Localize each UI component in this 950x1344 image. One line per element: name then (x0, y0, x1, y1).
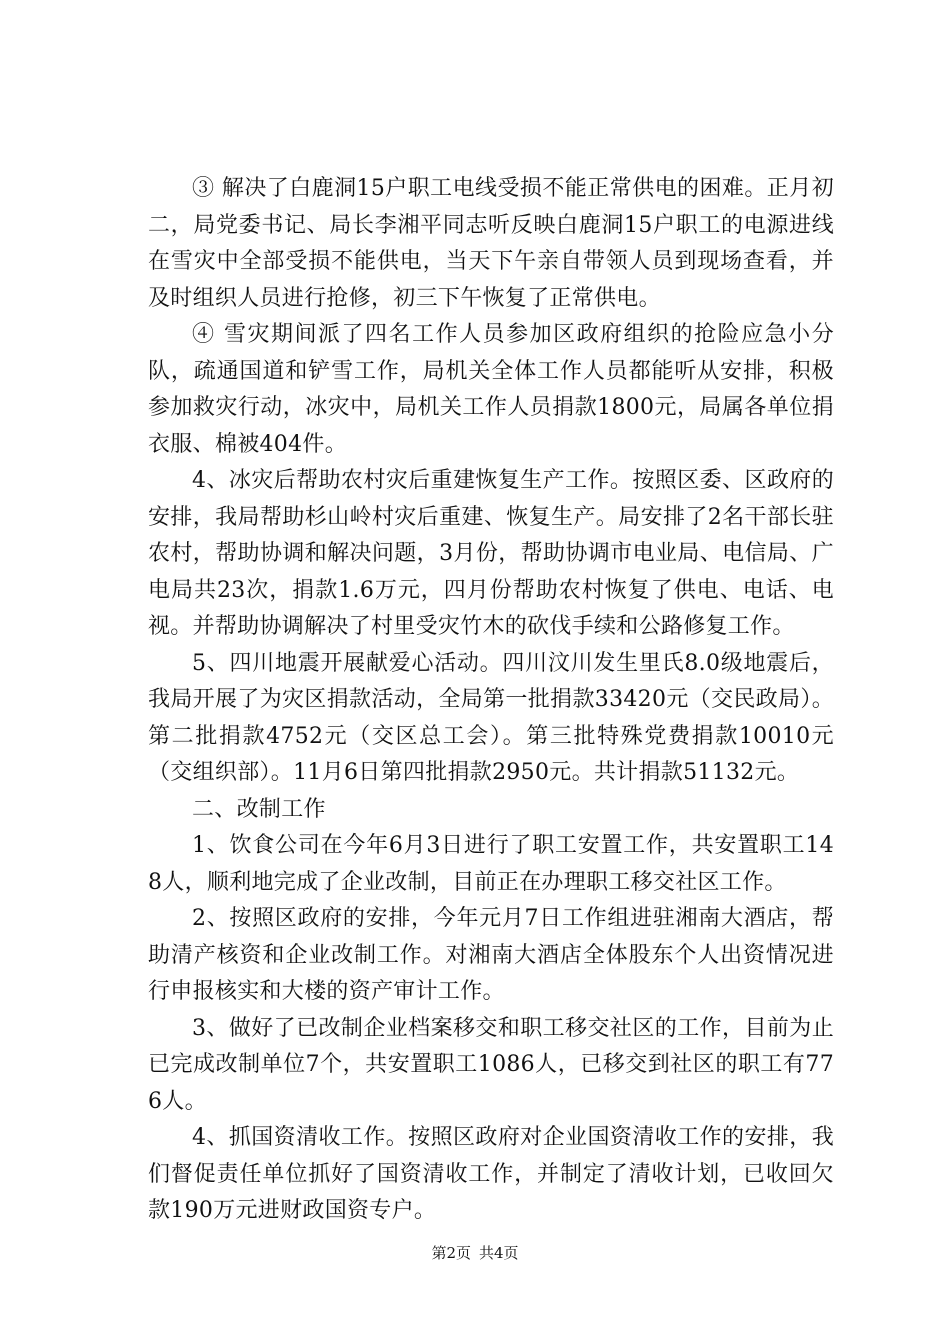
paragraph-archive-transfer: 3、做好了已改制企业档案移交和职工移交社区的工作，目前为止已完成改制单位7个，共安置职工1086人，已移交到社区的职工有776人。 (148, 1015, 834, 1114)
paragraph-emergency-team: ④ 雪灾期间派了四名工作人员参加区政府组织的抢险应急小分队，疏通国道和铲雪工作，局机关全体工作人员都能听从安排，积极参加救灾行动，冰灾中，局机关工作人员捐款1800元，局属各单位捐衣服、棉被404件。 (148, 322, 834, 457)
page-total: 共4页 (479, 1244, 519, 1262)
paragraph-power-repair: ③ 解决了白鹿洞15户职工电线受损不能正常供电的困难。正月初二，局党委书记、局长李湘平同志听反映白鹿洞15户职工的电源进线在雪灾中全部受损不能供电，当天下午亲自带领人员到现场查看，并及时组织人员进行抢修，初三下午恢复了正常供电。 (148, 176, 834, 311)
paragraph-rural-reconstruction: 4、冰灾后帮助农村灾后重建恢复生产工作。按照区委、区政府的安排，我局帮助杉山岭村灾后重建、恢复生产。局安排了2名干部长驻农村，帮助协调和解决问题，3月份，帮助协调市电业局、电信局、广电局共23次，捐款1.6万元，四月份帮助农村恢复了供电、电话、电视。并帮助协调解决了村里受灾竹木的砍伐手续和公路修复工作。 (148, 468, 834, 639)
paragraph-hotel-audit: 2、按照区政府的安排，今年元月7日工作组进驻湘南大酒店，帮助清产核资和企业改制工作。对湘南大酒店全体股东个人出资情况进行申报核实和大楼的资产审计工作。 (148, 906, 834, 1004)
paragraph-asset-recovery: 4、抓国资清收工作。按照区政府对企业国资清收工作的安排，我们督促责任单位抓好了国资清收工作，并制定了清收计划，已收回欠款190万元进财政国资专户。 (148, 1125, 834, 1223)
document-body (148, 171, 834, 1230)
page-footer (0, 1243, 950, 1263)
section-heading-reform: 二、改制工作 (192, 796, 326, 822)
paragraph-earthquake-donation: 5、四川地震开展献爱心活动。四川汶川发生里氏8.0级地震后，我局开展了为灾区捐款活动，全局第一批捐款33420元（交民政局）。第二批捐款4752元（交区总工会）。第三批特殊党费捐款10010元（交组织部）。11月6日第四批捐款2950元。共计捐款51132元。 (148, 650, 834, 785)
page-number: 第2页 (431, 1244, 471, 1262)
paragraph-catering-company: 1、饮食公司在今年6月3日进行了职工安置工作，共安置职工148人，顺利地完成了企业改制，目前正在办理职工移交社区工作。 (148, 833, 834, 895)
